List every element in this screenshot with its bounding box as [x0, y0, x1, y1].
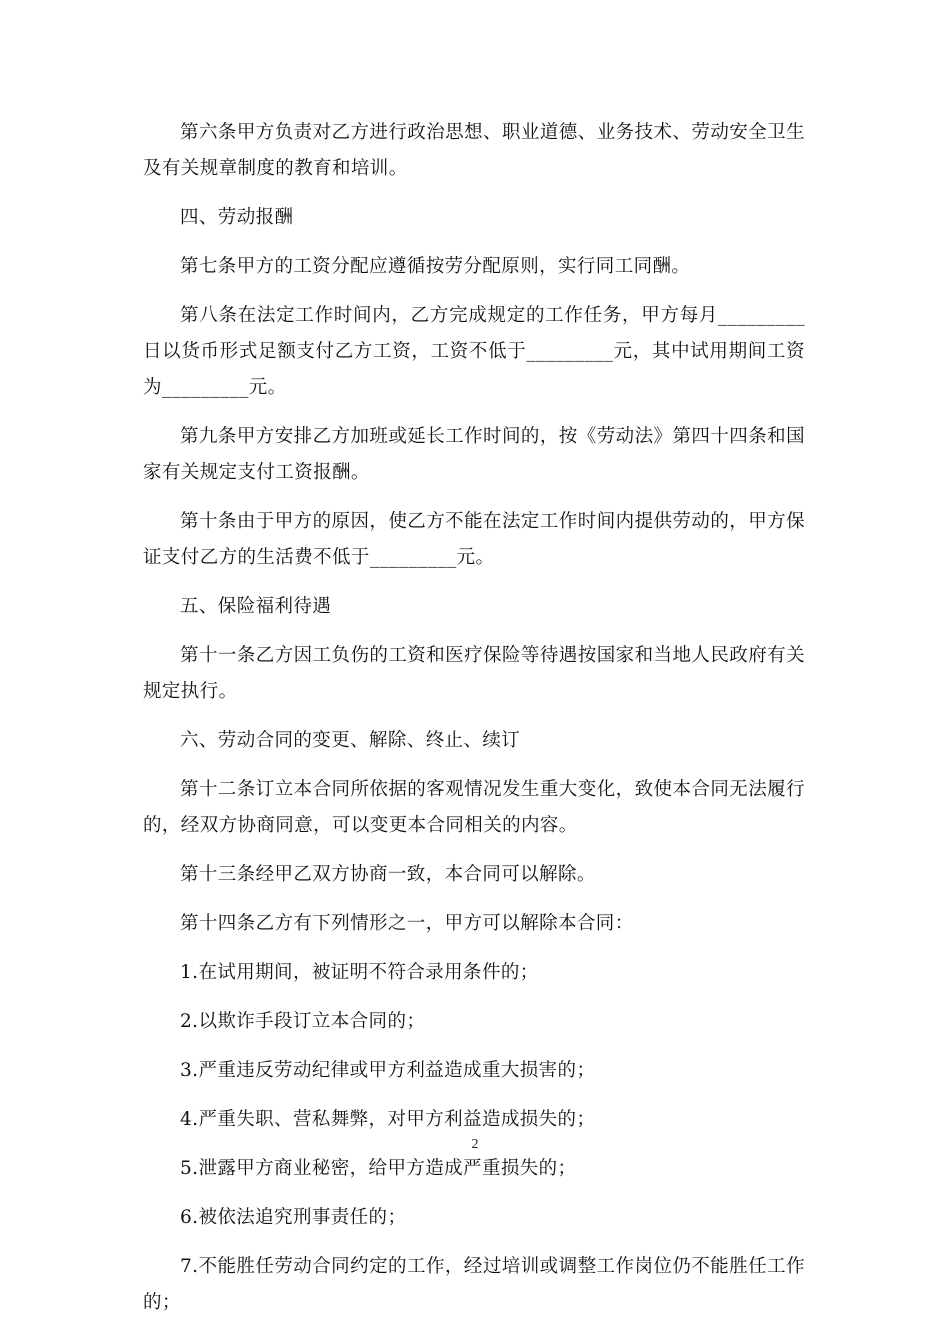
clause-12: 第十二条订立本合同所依据的客观情况发生重大变化，致使本合同无法履行的，经双方协商同意，可以变更本合同相关的内容。 — [143, 779, 805, 836]
clause-14: 第十四条乙方有下列情形之一，甲方可以解除本合同： — [180, 913, 634, 934]
list-item-1: 1.在试用期间，被证明不符合录用条件的； — [180, 962, 539, 983]
section-heading-contract-changes: 六、劳动合同的变更、解除、终止、续订 — [180, 730, 521, 751]
clause-13: 第十三条经甲乙双方协商一致，本合同可以解除。 — [180, 864, 596, 885]
section-heading-insurance-welfare: 五、保险福利待遇 — [180, 596, 332, 617]
clause-7: 第七条甲方的工资分配应遵循按劳分配原则，实行同工同酬。 — [180, 256, 691, 277]
list-item-2: 2.以欺诈手段订立本合同的； — [180, 1011, 426, 1032]
list-item-6: 6.被依法追究刑事责任的； — [180, 1207, 407, 1228]
clause-10: 第十条由于甲方的原因，使乙方不能在法定工作时间内提供劳动的，甲方保证支付乙方的生活费不低于_________元。 — [143, 511, 805, 568]
clause-11: 第十一条乙方因工负伤的工资和医疗保险等待遇按国家和当地人民政府有关规定执行。 — [143, 645, 805, 702]
list-item-7: 7.不能胜任劳动合同约定的工作，经过培训或调整工作岗位仍不能胜任工作的； — [143, 1256, 805, 1313]
section-heading-remuneration: 四、劳动报酬 — [180, 207, 294, 228]
clause-8: 第八条在法定工作时间内，乙方完成规定的工作任务，甲方每月_________日以货币形式足额支付乙方工资，工资不低于_________元，其中试用期间工资为_________元。 — [143, 305, 805, 398]
list-item-5: 5.泄露甲方商业秘密，给甲方造成严重损失的； — [180, 1158, 577, 1179]
clause-9: 第九条甲方安排乙方加班或延长工作时间的，按《劳动法》第四十四条和国家有关规定支付工资报酬。 — [143, 426, 805, 483]
page-number: 2 — [471, 1137, 479, 1152]
clause-6: 第六条甲方负责对乙方进行政治思想、职业道德、业务技术、劳动安全卫生及有关规章制度的教育和培训。 — [143, 122, 805, 179]
list-item-3: 3.严重违反劳动纪律或甲方利益造成重大损害的； — [180, 1060, 596, 1081]
list-item-4: 4.严重失职、营私舞弊，对甲方利益造成损失的； — [180, 1109, 596, 1130]
